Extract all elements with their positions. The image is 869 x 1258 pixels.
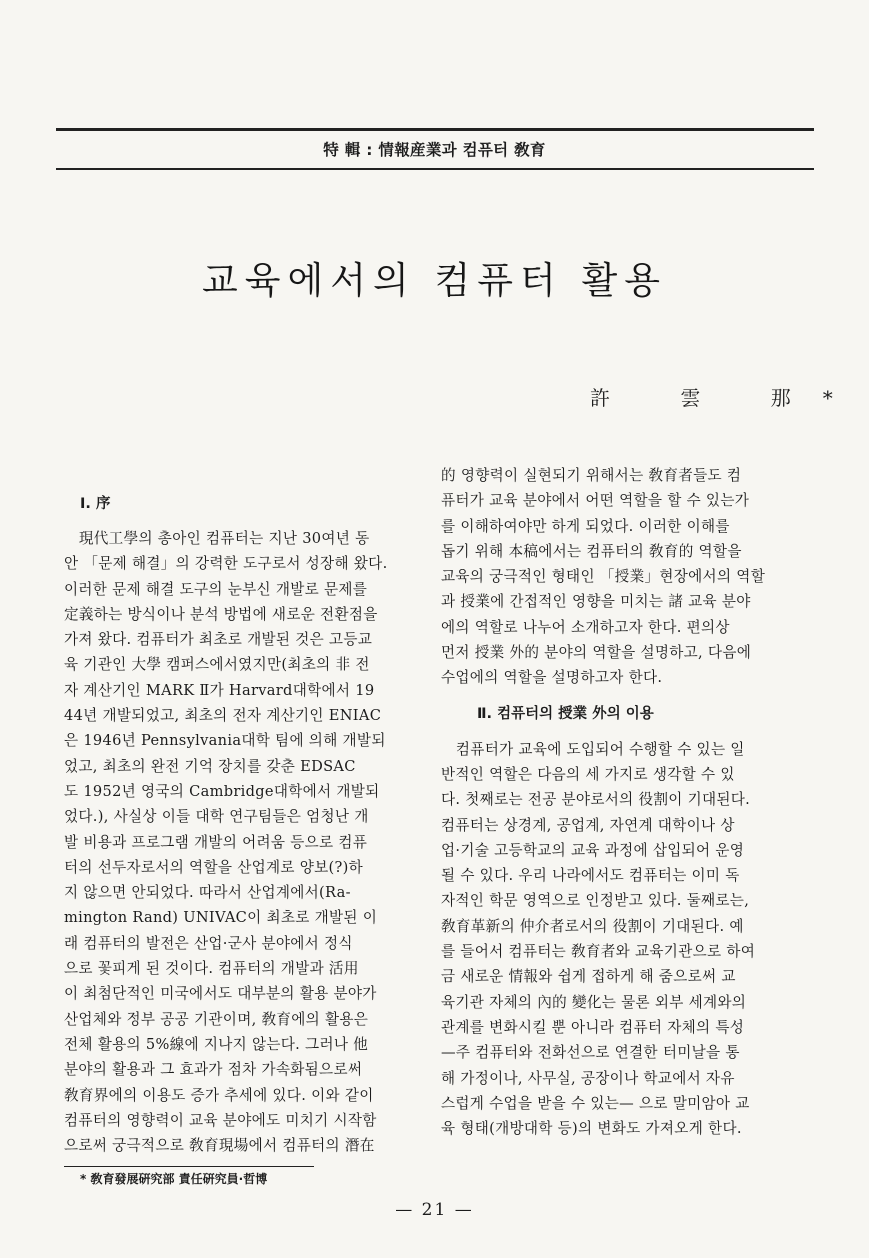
text-line: 이 최첨단적인 미국에서도 대부분의 활용 분야가 xyxy=(64,985,377,1003)
text-line: 퓨터가 교육 분야에서 어떤 역할을 할 수 있는가 xyxy=(441,492,750,510)
text-line: 래 컴퓨터의 발전은 산업·군사 분야에서 정식 xyxy=(64,934,353,952)
text-line: 이러한 문제 해결 도구의 눈부신 개발로 문제를 xyxy=(64,580,368,598)
text-line: 먼저 授業 外的 분야의 역할을 설명하고, 다음에 xyxy=(441,644,752,662)
text-line: 업·기술 고등학교의 교육 과정에 삽입되어 운영 xyxy=(441,841,745,859)
text-line: 수업에의 역할을 설명하고자 한다. xyxy=(441,669,663,687)
text-line: —주 컴퓨터와 전화선으로 연결한 터미날을 통 xyxy=(441,1044,740,1062)
article-author: 許 雲 那* xyxy=(590,386,865,410)
text-line: 산업체와 정부 공공 기관이며, 敎育에의 활용은 xyxy=(64,1010,369,1028)
text-line: 육 기관인 大學 캠퍼스에서였지만(최초의 非 전 xyxy=(64,656,370,674)
text-line: 에의 역할로 나누어 소개하고자 한다. 편의상 xyxy=(441,618,730,636)
text-line: 은 1946년 Pennsylvania대학 팀에 의해 개발되 xyxy=(64,732,386,750)
header-rule-top xyxy=(56,128,814,131)
text-line: 금 새로운 情報와 쉽게 접하게 해 줌으로써 교 xyxy=(441,968,736,986)
text-line: 스럽게 수업을 받을 수 있는— 으로 말미암아 교 xyxy=(441,1094,750,1112)
text-line: 었다.), 사실상 이들 대학 연구팀들은 엄청난 개 xyxy=(64,808,369,826)
text-line: 육기관 자체의 內的 變化는 물론 외부 세계와의 xyxy=(441,993,747,1011)
text-line: 해 가정이나, 사무실, 공장이나 학교에서 자유 xyxy=(441,1069,735,1087)
right-column-body-top xyxy=(441,463,795,691)
text-line: 터의 선두자로서의 역할을 산업계로 양보(?)하 xyxy=(64,858,364,876)
page-number: — 21 — xyxy=(395,1200,474,1220)
text-line: 다. 첫째로는 전공 분야로서의 役割이 기대된다. xyxy=(441,791,751,809)
text-line: 지 않으면 안되었다. 따라서 산업계에서(Ra- xyxy=(64,884,351,902)
text-line: 도 1952년 영국의 Cambridge대학에서 개발되 xyxy=(64,782,380,800)
text-line: 를 이해하여야만 하게 되었다. 이러한 이해를 xyxy=(441,517,730,535)
text-line: 교육의 궁극적인 형태인 「授業」현장에서의 역할 xyxy=(441,568,766,586)
right-column-body-bottom xyxy=(441,737,795,1142)
text-line: 敎育界에의 이용도 증가 추세에 있다. 이와 같이 xyxy=(64,1086,374,1104)
section-heading-non-class-use: Ⅱ. 컴퓨터의 授業 外의 이용 xyxy=(477,705,654,722)
footnote-rule xyxy=(64,1166,314,1167)
text-line: 敎育革新의 仲介者로서의 役割이 기대된다. 예 xyxy=(441,917,744,935)
left-column xyxy=(64,490,416,1158)
right-column xyxy=(441,463,795,1141)
article-title: 교육에서의 컴퓨터 활용 xyxy=(202,259,667,302)
section-header: 特 輯 : 情報産業과 컴퓨터 敎育 xyxy=(323,141,546,159)
text-line: 으로 꽃피게 된 것이다. 컴퓨터의 개발과 活用 xyxy=(64,960,359,978)
text-line: 발 비용과 프로그램 개발의 어려움 등으로 컴퓨 xyxy=(64,833,368,851)
text-line: 돕기 위해 本稿에서는 컴퓨터의 敎育的 역할을 xyxy=(441,542,742,560)
text-line: mington Rand) UNIVAC이 최초로 개발된 이 xyxy=(64,909,378,927)
text-line: 으로써 궁극적으로 敎育現場에서 컴퓨터의 潛在 xyxy=(64,1137,375,1155)
text-line: 과 授業에 간접적인 영향을 미치는 諸 교육 분야 xyxy=(441,593,751,611)
text-line: 육 형태(개방대학 등)의 변화도 가져오게 한다. xyxy=(441,1120,742,1138)
text-line: 現代工學의 총아인 컴퓨터는 지난 30여년 동 xyxy=(64,530,370,547)
text-line: 분야의 활용과 그 효과가 점차 가속화됨으로써 xyxy=(64,1061,363,1079)
text-line: 컴퓨터가 교육에 도입되어 수행할 수 있는 일 xyxy=(441,740,745,758)
text-line: 를 들어서 컴퓨터는 敎育者와 교육기관으로 하여 xyxy=(441,943,756,961)
text-line: 컴퓨터의 영향력이 교육 분야에도 미치기 시작함 xyxy=(64,1111,377,1129)
text-line: 었고, 최초의 완전 기억 장치를 갖춘 EDSAC xyxy=(64,757,356,775)
text-line: 定義하는 방식이나 분석 방법에 새로운 전환점을 xyxy=(64,605,378,623)
author-footnote: * 敎育發展硏究部 責任硏究員·哲博 xyxy=(80,1172,268,1186)
text-line: 안 「문제 해결」의 강력한 도구로서 성장해 왔다. xyxy=(64,555,388,573)
text-line: 자적인 학문 영역으로 인정받고 있다. 둘째로는, xyxy=(441,892,750,910)
header-rule-bottom xyxy=(56,168,814,170)
text-line: 컴퓨터는 상경계, 공업계, 자연계 대학이나 상 xyxy=(441,816,735,834)
text-line: 관계를 변화시킬 뿐 아니라 컴퓨터 자체의 특성 xyxy=(441,1018,745,1036)
text-line: 的 영향력이 실현되기 위해서는 敎育者들도 컴 xyxy=(441,467,742,484)
left-column-body xyxy=(64,526,416,1158)
text-line: 가져 왔다. 컴퓨터가 최초로 개발된 것은 고등교 xyxy=(64,631,373,649)
text-line: 자 계산기인 MARK Ⅱ가 Harvard대학에서 19 xyxy=(64,681,375,699)
text-line: 전체 활용의 5%線에 지나지 않는다. 그러나 他 xyxy=(64,1035,369,1053)
text-line: 될 수 있다. 우리 나라에서도 컴퓨터는 이미 독 xyxy=(441,867,740,885)
text-line: 44년 개발되었고, 최초의 전자 계산기인 ENIAC xyxy=(64,707,382,725)
text-line: 반적인 역할은 다음의 세 가지로 생각할 수 있 xyxy=(441,765,735,783)
section-heading-intro: Ⅰ. 序 xyxy=(80,496,111,512)
